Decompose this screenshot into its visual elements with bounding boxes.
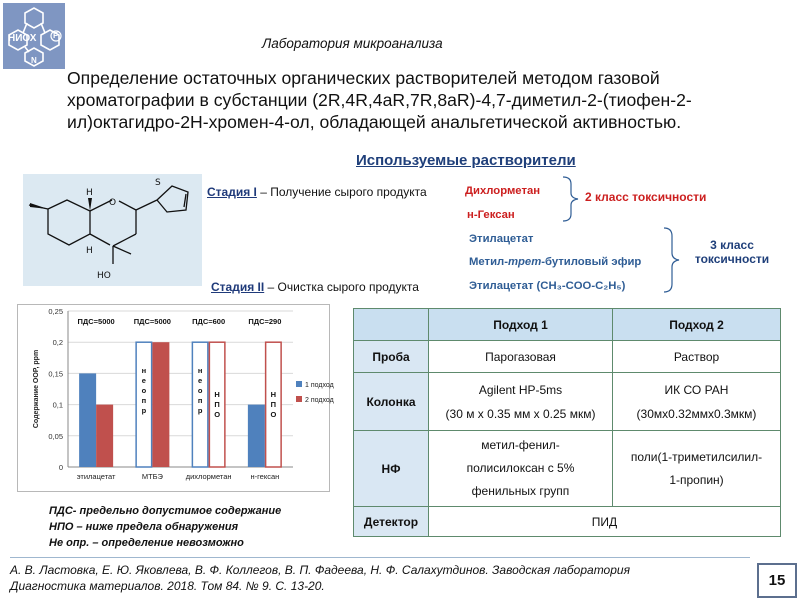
- cell-line: 1-пропин): [669, 472, 724, 487]
- placeholder-label-char: н: [197, 366, 203, 376]
- cell-line: (30мх0.32ммх0.3мкм): [636, 406, 757, 421]
- note-line: Не опр. – определение невозможно: [49, 537, 244, 549]
- reference-line: Диагностика материалов. 2018. Том 84. № 9. С. 13-20.: [10, 579, 325, 593]
- table-header-empty: [354, 309, 429, 341]
- row-label: НФ: [354, 431, 429, 507]
- solvent-ethyl-acetate: Этилацетат: [469, 233, 534, 245]
- placeholder-label-char: е: [198, 376, 203, 386]
- placeholder-label-char: О: [270, 410, 277, 420]
- toxicity-class-3: [682, 238, 782, 266]
- logo-f: F: [53, 31, 58, 40]
- legend-label: 1 подход: [305, 382, 334, 389]
- row-label: Проба: [354, 341, 429, 373]
- limit-label: ПДС=5000: [133, 317, 171, 326]
- atom-h-label: H: [86, 246, 93, 256]
- y-tick-label: 0,2: [52, 338, 63, 348]
- atom-ho-label: HO: [97, 271, 111, 281]
- bar: [79, 373, 96, 467]
- atom-o-label: O: [109, 198, 117, 208]
- placeholder-label-char: н: [141, 366, 147, 376]
- row-label: Колонка: [354, 373, 429, 431]
- solvent-ethyl-acetate-formula: Этилацетат (CH₃-COO-C₂H₅): [469, 280, 626, 292]
- cell-line: Раствор: [673, 349, 720, 364]
- table-cell: [613, 341, 781, 373]
- placeholder-label-char: п: [197, 396, 203, 406]
- approach-table: [353, 308, 781, 537]
- y-tick-label: 0: [58, 463, 63, 472]
- table-row: [354, 341, 781, 373]
- chart-svg: [18, 305, 334, 491]
- placeholder-label-char: Н: [270, 390, 277, 400]
- bar: [248, 405, 265, 467]
- table-cell: [613, 431, 781, 507]
- placeholder-label-char: р: [141, 406, 147, 416]
- table-row: [354, 373, 781, 431]
- stage-2-text: – Очистка сырого продукта: [264, 280, 419, 294]
- cell-line: Парогазовая: [485, 349, 556, 364]
- table-row: [354, 431, 781, 507]
- x-tick-label: н-гексан: [250, 472, 280, 481]
- logo-n: N: [31, 56, 37, 65]
- table-cell: ПИД: [429, 507, 781, 537]
- table-cell: [429, 431, 613, 507]
- stage-1-text: – Получение сырого продукта: [256, 185, 427, 199]
- reference-line: А. В. Ластовка, Е. Ю. Яковлева, В. Ф. Коллегов, В. П. Фадеева, Н. Ф. Салахутдинов. Заводская лаборатория: [10, 563, 630, 577]
- atom-h-label: H: [86, 188, 93, 198]
- placeholder-label-char: О: [214, 410, 221, 420]
- solvents-heading: Используемые растворители: [356, 152, 576, 169]
- table-header-approach-1: Подход 1: [429, 309, 613, 341]
- title-line: ил)октагидро-2H-хромен-4-ол, обладающей анальгетической активностью.: [67, 112, 682, 132]
- cell-line: поли(1-триметилсилил-: [630, 449, 763, 464]
- limit-label: ПДС=5000: [77, 317, 115, 326]
- toxicity-class-2: 2 класс токсичности: [585, 190, 707, 204]
- note-line: НПО – ниже предела обнаружения: [49, 521, 239, 533]
- placeholder-label-char: П: [214, 400, 220, 410]
- placeholder-label-char: Н: [214, 390, 220, 400]
- legend-swatch: [296, 381, 302, 387]
- placeholder-label-char: П: [270, 400, 277, 410]
- stage-2-label: Стадия II: [211, 280, 265, 294]
- placeholder-label-char: п: [141, 396, 147, 406]
- y-tick-label: 0,15: [48, 369, 63, 379]
- table-cell: [429, 373, 613, 431]
- y-tick-label: 0,05: [48, 431, 63, 441]
- y-tick-label: 0,25: [48, 307, 63, 316]
- legend-notes: [49, 503, 281, 551]
- cell-line: (30 м х 0.35 мм х 0.25 мкм): [445, 406, 596, 421]
- cell-line: метил-фенил-: [481, 438, 560, 452]
- limit-label: ПДС=290: [248, 317, 282, 326]
- row-label: Детектор: [354, 507, 429, 537]
- page-number: 15: [757, 563, 797, 598]
- table-cell: [429, 341, 613, 373]
- title-line: Определение остаточных органических растворителей методом газовой: [67, 68, 660, 88]
- y-tick-label: 0,1: [52, 400, 63, 410]
- x-tick-label: этилацетат: [76, 472, 116, 481]
- placeholder-label-char: е: [141, 376, 146, 386]
- y-axis-label: Содержание ООР, ppm: [33, 349, 40, 429]
- table-cell: [613, 373, 781, 431]
- x-tick-label: МТБЭ: [141, 472, 163, 481]
- lab-name: Лаборатория микроанализа: [262, 36, 443, 51]
- mtbe-part: -бутиловый эфир: [541, 256, 642, 268]
- stage-1-label: Стадия I: [207, 185, 257, 199]
- mtbe-part: Метил-: [469, 256, 508, 268]
- placeholder-label-char: о: [141, 386, 147, 396]
- placeholder-label-char: о: [197, 386, 203, 396]
- mtbe-part: трет: [507, 256, 542, 268]
- limit-label: ПДС=600: [192, 317, 226, 326]
- cell-line: полисилоксан с 5%: [466, 461, 575, 475]
- solvent-content-chart: [17, 304, 334, 492]
- logo-text: НИОХ: [8, 33, 37, 44]
- solvent-dichloromethane: Дихлорметан: [465, 185, 541, 197]
- cell-line: ИК СО РАН: [664, 382, 729, 397]
- class-3-line: токсичности: [694, 252, 770, 266]
- reference: [10, 557, 750, 594]
- cell-line: Agilent HP-5ms: [478, 382, 563, 397]
- table-header-approach-2: Подход 2: [613, 309, 781, 341]
- note-line: ПДС- предельно допустимое содержание: [49, 505, 282, 517]
- table-row: [354, 507, 781, 537]
- solvent-hexane: н-Гексан: [467, 209, 515, 221]
- cell-line: фенильных групп: [471, 484, 570, 498]
- atom-s-label: S: [155, 178, 161, 188]
- class-3-line: 3 класс: [710, 238, 754, 252]
- title-line: хроматографии в субстанции (2R,4R,4aR,7R,8aR)-4,7-диметил-2-(тиофен-2-: [67, 90, 692, 110]
- legend-swatch: [296, 396, 302, 402]
- x-tick-label: дихлорметан: [185, 472, 232, 481]
- placeholder-label-char: р: [197, 406, 203, 416]
- legend-label: 2 подход: [305, 397, 334, 404]
- bar: [152, 342, 169, 467]
- bar: [96, 405, 113, 467]
